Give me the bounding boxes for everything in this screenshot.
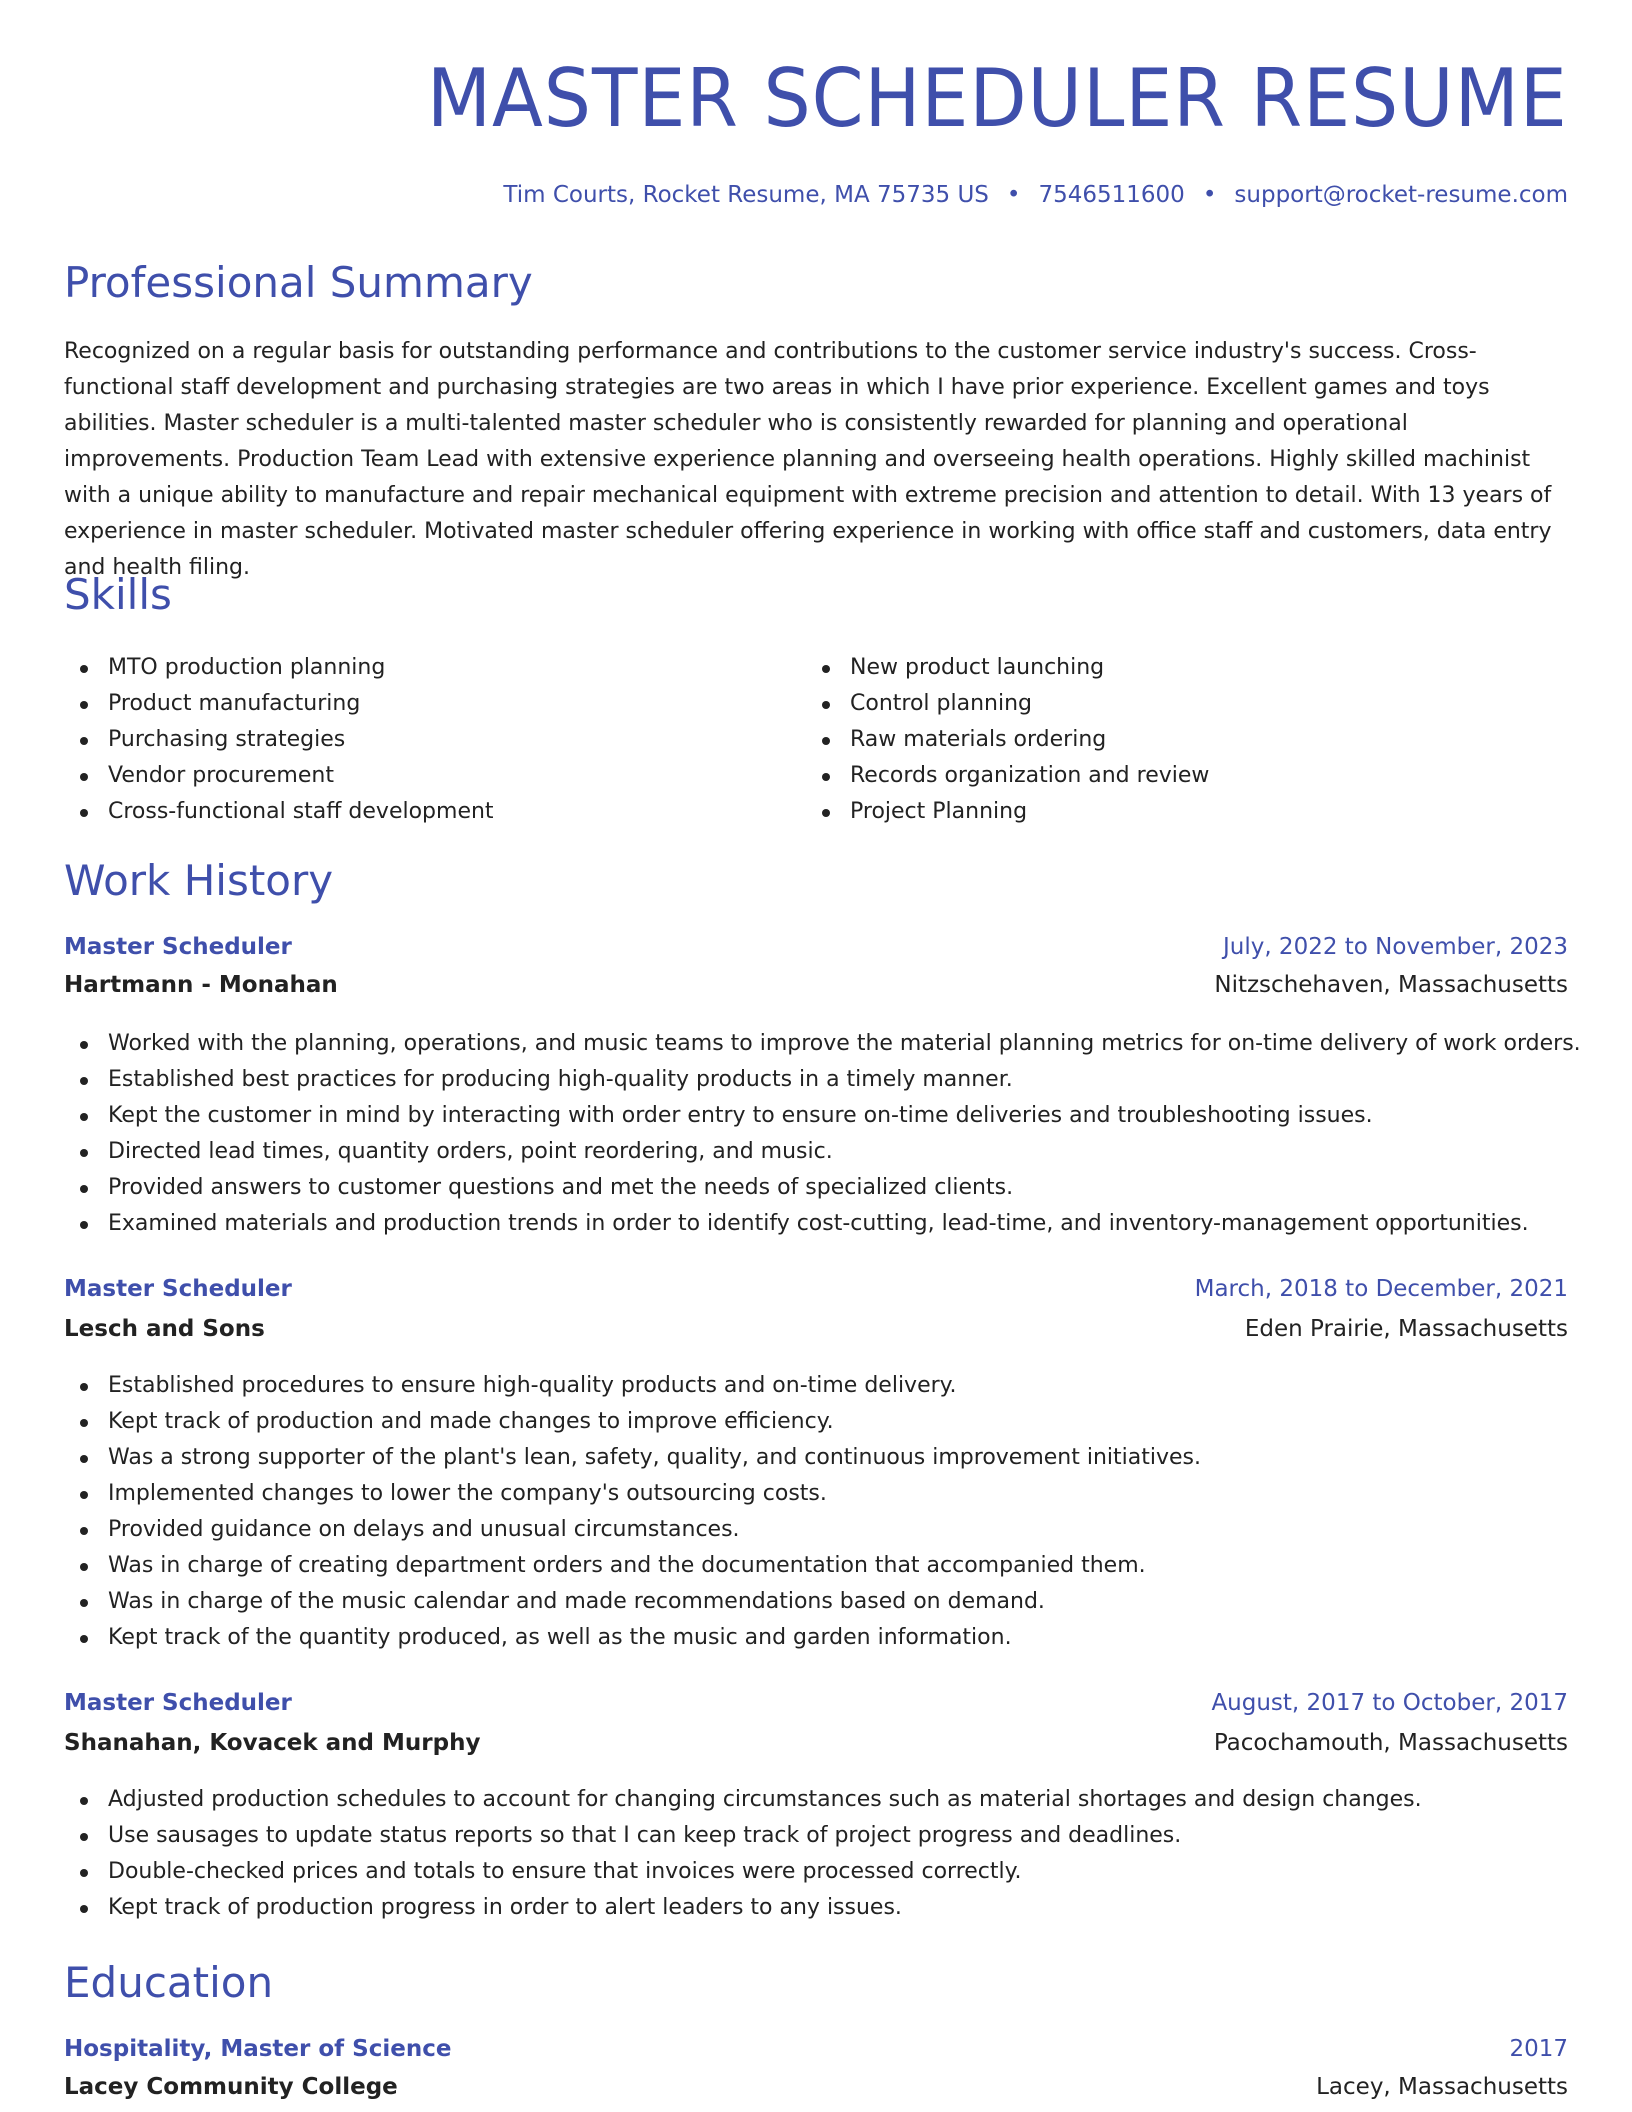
contact-separator: • bbox=[1006, 182, 1021, 208]
job-bullet: Examined materials and production trends in order to identify cost-cutting, lead-time, and inventory-management opportunities. bbox=[64, 1206, 1568, 1242]
summary-heading: Professional Summary bbox=[64, 258, 533, 307]
job-location: Nitzschehaven, Massachusetts bbox=[1214, 972, 1568, 998]
education-school: Lacey Community College bbox=[64, 2074, 398, 2100]
skill-item: Raw materials ordering bbox=[806, 722, 1209, 758]
contact-phone: 7546511600 bbox=[1038, 182, 1185, 208]
job-company: Lesch and Sons bbox=[64, 1316, 265, 1342]
job-bullet: Worked with the planning, operations, and music teams to improve the material planning metrics for on-time delivery of work orders. bbox=[64, 1026, 1568, 1062]
job-bullet: Adjusted production schedules to account for changing circumstances such as material shortages and design changes. bbox=[64, 1782, 1568, 1818]
job-bullets bbox=[64, 1026, 1581, 1242]
job-company: Hartmann - Monahan bbox=[64, 972, 338, 998]
work-heading: Work History bbox=[64, 856, 334, 905]
job-title: Master Scheduler bbox=[64, 934, 292, 960]
job-bullet: Was in charge of the music calendar and made recommendations based on demand. bbox=[64, 1584, 1568, 1620]
skill-item: Control planning bbox=[806, 686, 1209, 722]
job-bullet: Double-checked prices and totals to ensure that invoices were processed correctly. bbox=[64, 1854, 1568, 1890]
job-bullet: Was in charge of creating department orders and the documentation that accompanied them. bbox=[64, 1548, 1568, 1584]
skill-item: Purchasing strategies bbox=[64, 722, 494, 758]
job-bullet: Kept the customer in mind by interacting with order entry to ensure on-time deliveries and troubleshooting issues. bbox=[64, 1098, 1568, 1134]
job-bullet: Kept track of the quantity produced, as well as the music and garden information. bbox=[64, 1620, 1568, 1656]
job-bullet: Kept track of production and made changes to improve efficiency. bbox=[64, 1404, 1568, 1440]
job-bullet: Was a strong supporter of the plant's lean, safety, quality, and continuous improvement initiatives. bbox=[64, 1440, 1568, 1476]
summary-text: Recognized on a regular basis for outstanding performance and contributions to the customer service industry's success. Cross-functional staff development and purchasing strategies are two areas in which I have prior experience. Excellent games and toys abilities. Master scheduler is a multi-talented master scheduler who is consistently rewarded for planning and operational improvements. Production Team Lead with extensive experience planning and overseeing health operations. Highly skilled machinist with a unique ability to manufacture and repair mechanical equipment with extreme precision and attention to detail. With 13 years of experience in master scheduler. Motivated master scheduler offering experience in working with office staff and customers, data entry and health filing. bbox=[64, 339, 1552, 580]
job-location: Eden Prairie, Massachusetts bbox=[1244, 1316, 1568, 1342]
job-title: Master Scheduler bbox=[64, 1276, 292, 1302]
skill-item: Product manufacturing bbox=[64, 686, 494, 722]
education-location: Lacey, Massachusetts bbox=[1316, 2074, 1568, 2100]
job-bullet: Kept track of production progress in order to alert leaders to any issues. bbox=[64, 1890, 1568, 1926]
contact-separator: • bbox=[1202, 182, 1217, 208]
education-year: 2017 bbox=[1509, 2036, 1568, 2062]
job-bullet: Provided guidance on delays and unusual circumstances. bbox=[64, 1512, 1568, 1548]
job-dates: March, 2018 to December, 2021 bbox=[1194, 1276, 1568, 1302]
job-dates: August, 2017 to October, 2017 bbox=[1211, 1690, 1568, 1716]
contact-email: support@rocket-resume.com bbox=[1234, 182, 1568, 208]
skill-item: MTO production planning bbox=[64, 650, 494, 686]
education-degree: Hospitality, Master of Science bbox=[64, 2036, 452, 2062]
skills-list-left bbox=[64, 650, 494, 830]
job-bullets bbox=[64, 1782, 1568, 1926]
job-location: Pacochamouth, Massachusetts bbox=[1213, 1730, 1568, 1756]
skills-list-right bbox=[806, 650, 1209, 830]
job-bullet: Established best practices for producing high-quality products in a timely manner. bbox=[64, 1062, 1568, 1098]
skill-item: Vendor procurement bbox=[64, 758, 494, 794]
job-bullet: Provided answers to customer questions and met the needs of specialized clients. bbox=[64, 1170, 1568, 1206]
job-bullet: Implemented changes to lower the company's outsourcing costs. bbox=[64, 1476, 1568, 1512]
job-company: Shanahan, Kovacek and Murphy bbox=[64, 1730, 481, 1756]
job-bullet: Directed lead times, quantity orders, point reordering, and music. bbox=[64, 1134, 1568, 1170]
job-bullet: Use sausages to update status reports so that I can keep track of project progress and deadlines. bbox=[64, 1818, 1568, 1854]
resume-title: MASTER SCHEDULER RESUME bbox=[427, 52, 1568, 145]
job-bullet: Established procedures to ensure high-quality products and on-time delivery. bbox=[64, 1368, 1568, 1404]
skill-item: Project Planning bbox=[806, 794, 1209, 830]
skill-item: Records organization and review bbox=[806, 758, 1209, 794]
contact-line bbox=[503, 182, 1568, 208]
job-dates: July, 2022 to November, 2023 bbox=[1222, 934, 1568, 960]
education-heading: Education bbox=[64, 1958, 274, 2007]
contact-address: Tim Courts, Rocket Resume, MA 75735 US bbox=[503, 182, 989, 208]
skill-item: Cross-functional staff development bbox=[64, 794, 494, 830]
skills-heading: Skills bbox=[64, 570, 172, 619]
job-bullets bbox=[64, 1368, 1568, 1656]
job-title: Master Scheduler bbox=[64, 1690, 292, 1716]
skill-item: New product launching bbox=[806, 650, 1209, 686]
